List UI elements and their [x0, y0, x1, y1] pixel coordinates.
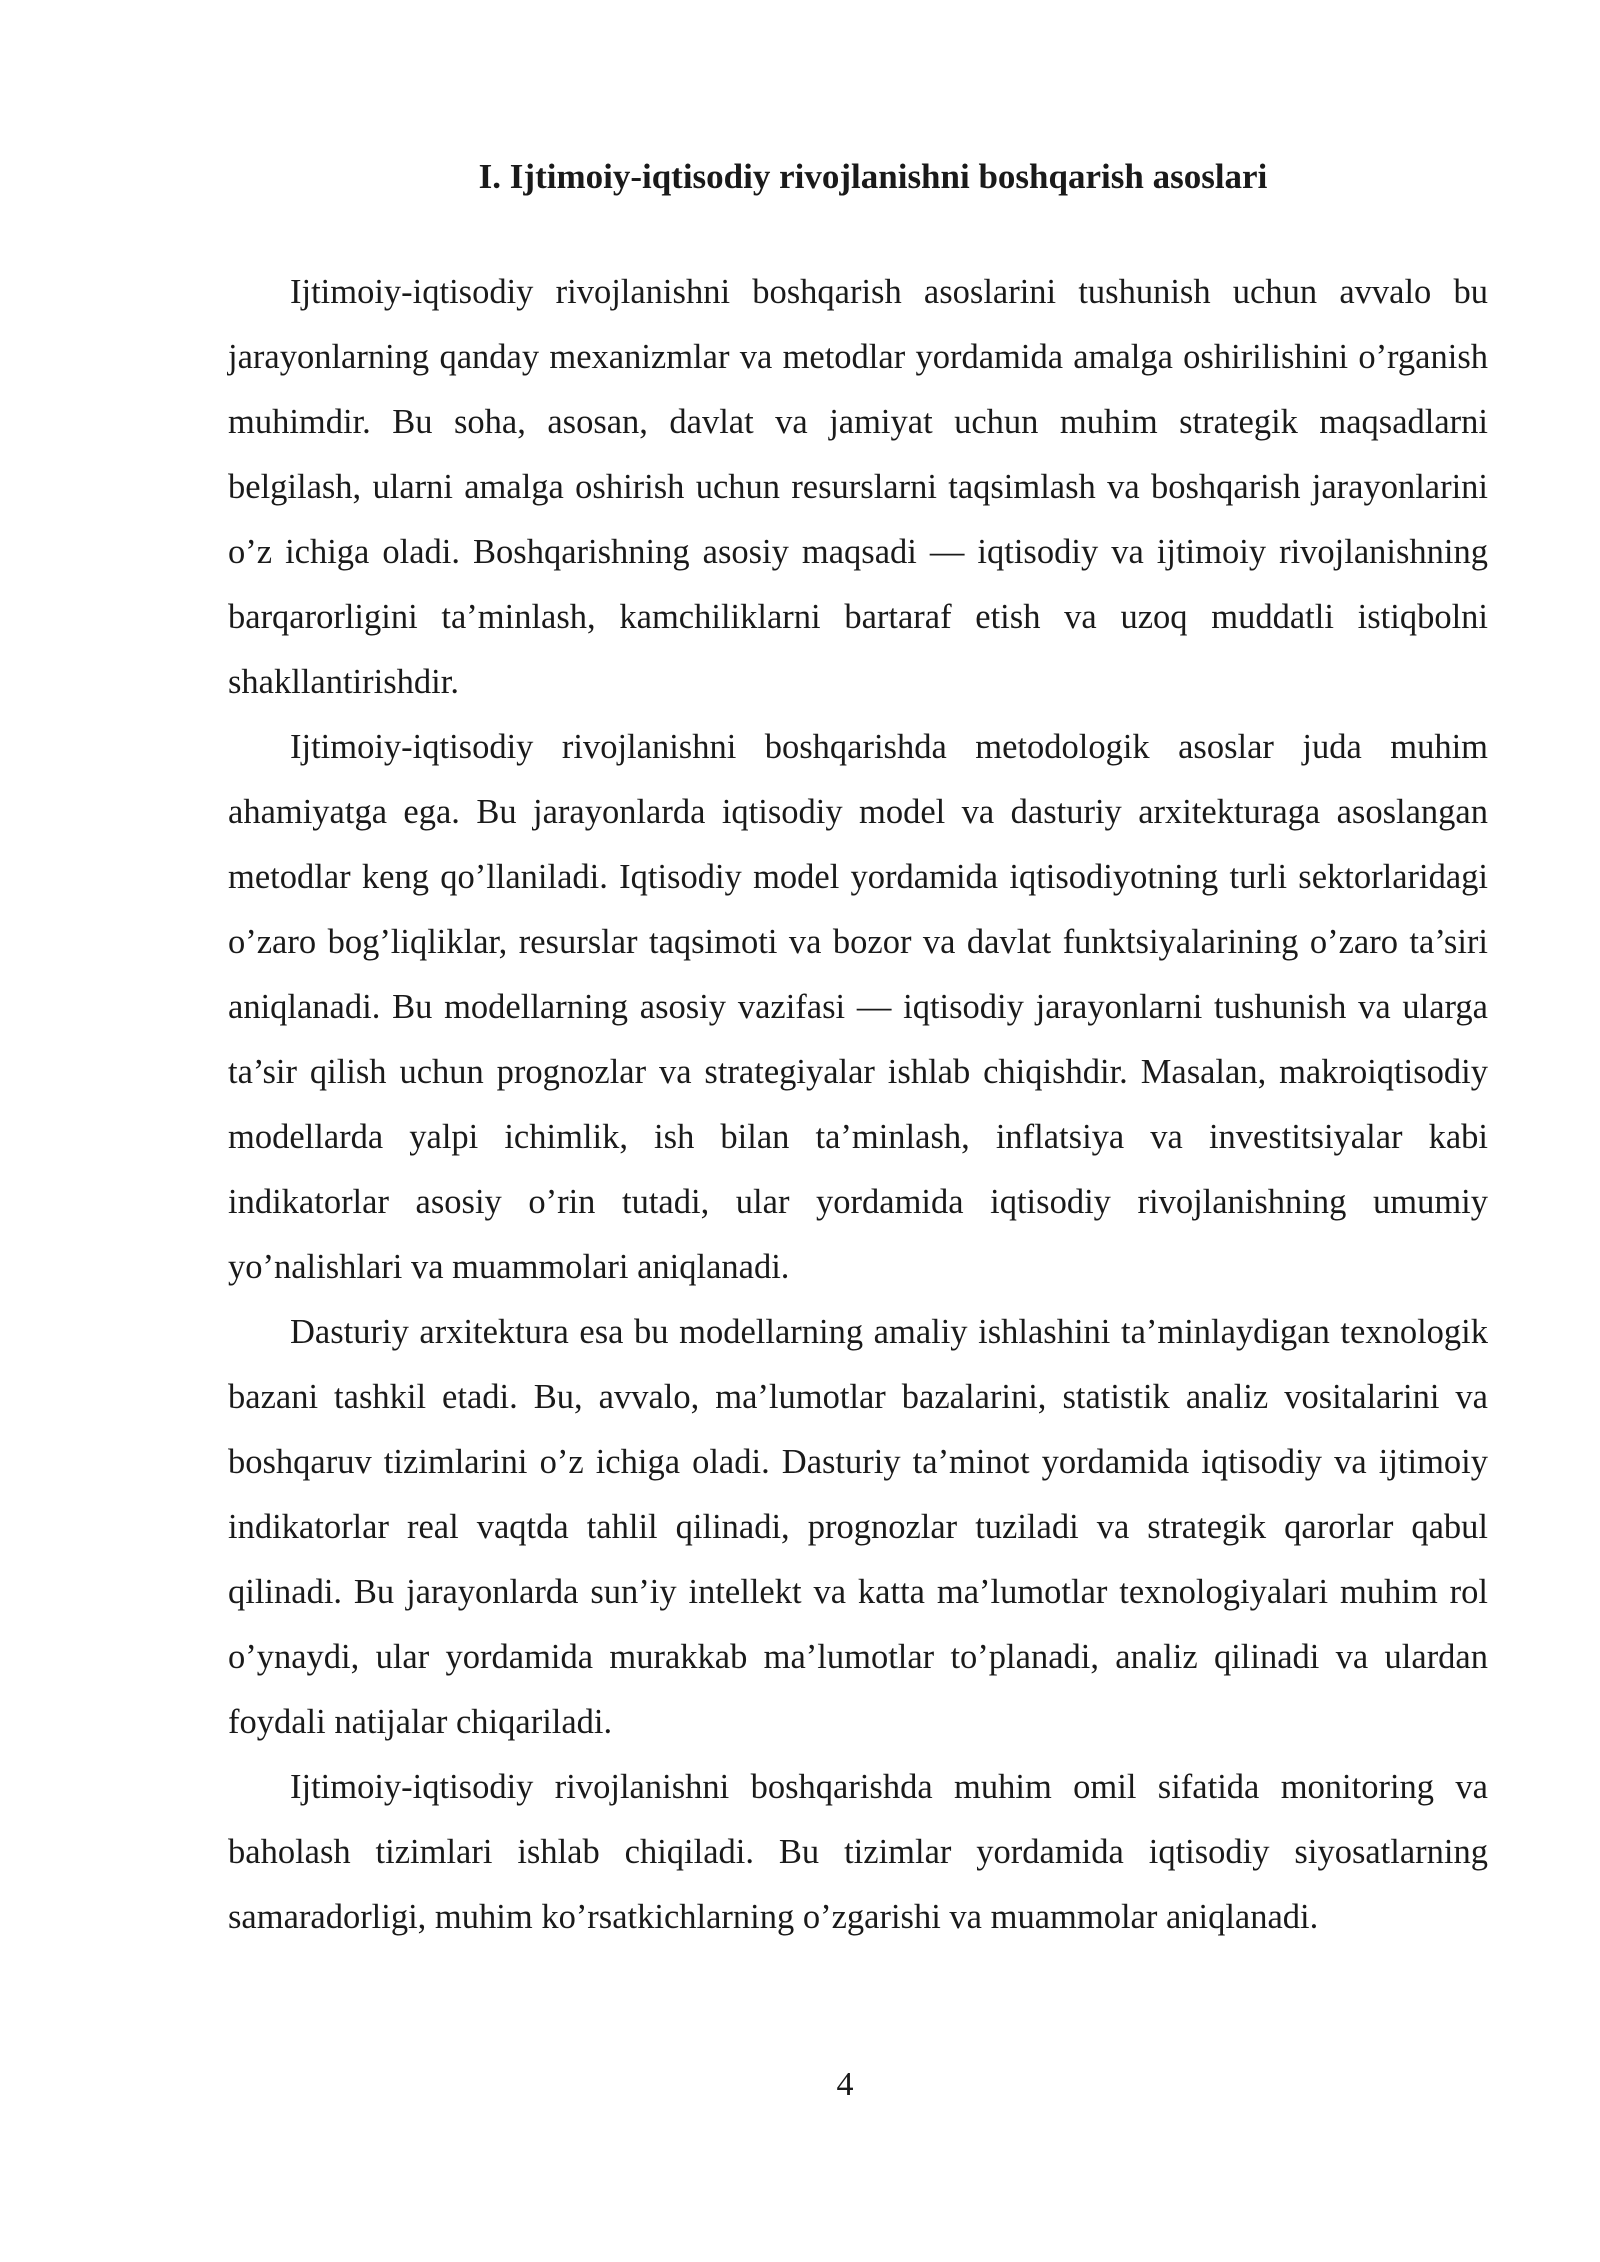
paragraph: Ijtimoiy-iqtisodiy rivojlanishni boshqarishda muhim omil sifatida monitoring va baholash tizimlari ishlab chiqiladi. Bu tizimlar yordamida iqtisodiy siyosatlarning samaradorligi, muhim ko’rsatkichlarning o’zgarishi va muammolar aniqlanadi.: [228, 1768, 1488, 1936]
page-number: 4: [836, 2066, 854, 2103]
paragraph: Ijtimoiy-iqtisodiy rivojlanishni boshqarish asoslarini tushunish uchun avvalo bu jarayonlarning qanday mexanizmlar va metodlar yordamida amalga oshirilishini o’rganish muhimdir. Bu soha, asosan, davlat va jamiyat uchun muhim strategik maqsadlarni belgilash, ularni amalga oshirish uchun resurslarni taqsimlash va boshqarish jarayonlarini o’z ichiga oladi. Boshqarishning asosiy maqsadi — iqtisodiy va ijtimoiy rivojlanishning barqarorligini ta’minlash, kamchiliklarni bartaraf etish va uzoq muddatli istiqbolni shakllantirishdir.: [228, 273, 1488, 701]
paragraph: Dasturiy arxitektura esa bu modellarning amaliy ishlashini ta’minlaydigan texnologik bazani tashkil etadi. Bu, avvalo, ma’lumotlar bazalarini, statistik analiz vositalarini va boshqaruv tizimlarini o’z ichiga oladi. Dasturiy ta’minot yordamida iqtisodiy va ijtimoiy indikatorlar real vaqtda tahlil qilinadi, prognozlar tuziladi va strategik qarorlar qabul qilinadi. Bu jarayonlarda sun’iy intellekt va katta ma’lumotlar texnologiyalari muhim rol o’ynaydi, ular yordamida murakkab ma’lumotlar to’planadi, analiz qilinadi va ulardan foydali natijalar chiqariladi.: [228, 1313, 1488, 1741]
paragraph: Ijtimoiy-iqtisodiy rivojlanishni boshqarishda metodologik asoslar juda muhim ahamiyatga ega. Bu jarayonlarda iqtisodiy model va dasturiy arxitekturaga asoslangan metodlar keng qo’llaniladi. Iqtisodiy model yordamida iqtisodiyotning turli sektorlaridagi o’zaro bog’liqliklar, resurslar taqsimoti va bozor va davlat funktsiyalarining o’zaro ta’siri aniqlanadi. Bu modellarning asosiy vazifasi — iqtisodiy jarayonlarni tushunish va ularga ta’sir qilish uchun prognozlar va strategiyalar ishlab chiqishdir. Masalan, makroiqtisodiy modellarda yalpi ichimlik, ish bilan ta’minlash, inflatsiya va investitsiyalar kabi indikatorlar asosiy o’rin tutadi, ular yordamida iqtisodiy rivojlanishning umumiy yo’nalishlari va muammolari aniqlanadi.: [228, 728, 1488, 1286]
section-heading: I. Ijtimoiy-iqtisodiy rivojlanishni boshqarish asoslari: [478, 157, 1268, 196]
body-text: [228, 260, 1488, 1950]
